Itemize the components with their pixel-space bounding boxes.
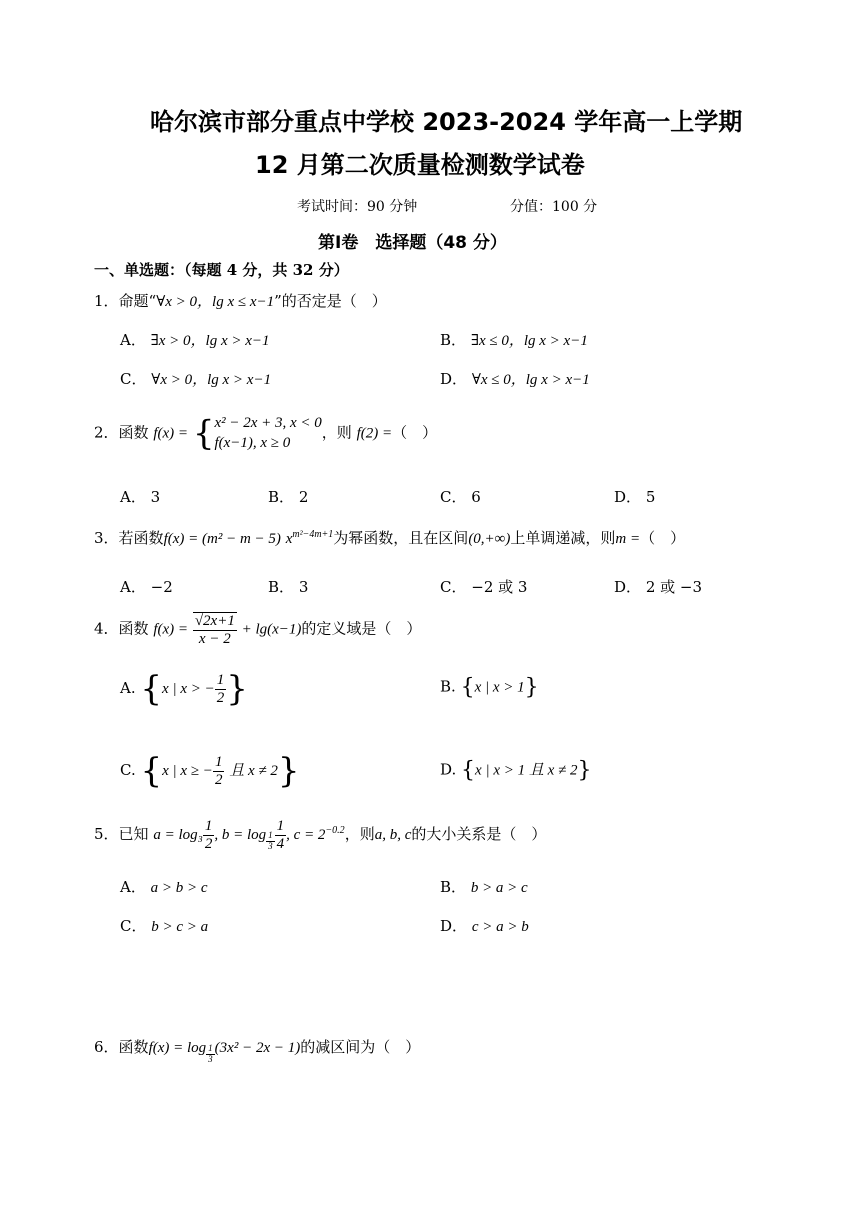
question-6: 6．函数f(x) = log $_{\frac{1}{3}}$ (3x² − 2x − 1)的减区间为（ ）: [94, 1038, 421, 1064]
question-number: 5．: [94, 825, 119, 843]
exam-score: 分值：100 分: [510, 199, 598, 215]
option-4c[interactable]: C. {x | x ≥ − $\frac{1}{2}$ 且 x ≠ 2}: [120, 751, 300, 791]
option-5c[interactable]: C． b > c > a: [120, 917, 209, 935]
question-number: 6．: [94, 1038, 119, 1056]
option-1b[interactable]: B． ∃x ≤ 0，lg x > x−1: [440, 331, 588, 349]
question-number: 4．: [94, 619, 119, 638]
option-1d[interactable]: D． ∀x ≤ 0，lg x > x−1: [440, 370, 590, 388]
piecewise-cases: x² − 2x + 3, x < 0 f(x−1), x ≥ 0: [214, 415, 322, 452]
question-1: 1．命题“∀x > 0，lg x ≤ x−1”的否定是（ ）: [94, 292, 387, 310]
option-4d[interactable]: D. {x | x > 1 且 x ≠ 2}: [440, 758, 592, 783]
option-5b[interactable]: B． b > a > c: [440, 878, 528, 896]
question-5: 5．已知 a = log₃ $\frac{1}{2}$ , b = log $_{\frac{1}{3}}$ $\frac{1}{4}$ , $c = 2^{-0.2}$，则a, b, c的大小关系是（ ）: [94, 818, 547, 852]
question-number: 2．: [94, 423, 119, 442]
fraction: $\frac{√2x+1}{x - 2}$: [194, 613, 235, 647]
option-2b[interactable]: B． 2: [268, 488, 309, 506]
option-5a[interactable]: A． a > b > c: [120, 878, 208, 896]
part-heading: 第Ⅰ卷 选择题（48 分）: [318, 233, 507, 253]
question-3: 3．若函数f(x) = (m² − m − 5) $x^{m^2-4m+1}$为幂函数，且在区间(0,+∞)上单调递减，则m =（ ）: [94, 529, 686, 547]
option-2a[interactable]: A． 3: [120, 488, 161, 506]
option-4b[interactable]: B. {x | x > 1}: [440, 675, 539, 700]
math-expr: ∀x > 0，lg x ≤ x−1: [156, 294, 275, 310]
section-heading: 一、单选题：（每题 4 分，共 32 分）: [94, 261, 349, 279]
question-2: 2．函数 f(x) = { x² − 2x + 3, x < 0 f(x−1), x ≥ 0 ，则 f(2) =（ ）: [94, 413, 438, 454]
exam-title-line2: 12 月第二次质量检测数学试卷: [255, 151, 585, 179]
option-1a[interactable]: A． ∃x > 0，lg x > x−1: [120, 331, 270, 349]
question-number: 1．: [94, 292, 119, 310]
option-3c[interactable]: C． −2 或 3: [440, 578, 528, 596]
question-number: 3．: [94, 529, 119, 547]
left-brace: {: [192, 413, 215, 454]
option-5d[interactable]: D． c > a > b: [440, 917, 529, 935]
exam-time: 考试时间：90 分钟: [297, 199, 418, 215]
option-3b[interactable]: B． 3: [268, 578, 309, 596]
exam-title-line1: 哈尔滨市部分重点中学校 2023-2024 学年高一上学期: [150, 108, 743, 136]
option-2d[interactable]: D． 5: [614, 488, 656, 506]
question-4: 4．函数 f(x) = $\frac{√2x+1}{x - 2}$ + lg(x−1)的定义域是（ ）: [94, 613, 422, 647]
option-3d[interactable]: D． 2 或 −3: [614, 578, 703, 596]
option-3a[interactable]: A． −2: [120, 578, 173, 596]
option-1c[interactable]: C． ∀x > 0，lg x > x−1: [120, 370, 272, 388]
option-4a[interactable]: A. {x | x > − $\frac{1}{2}$ }: [120, 669, 248, 709]
option-2c[interactable]: C． 6: [440, 488, 481, 506]
